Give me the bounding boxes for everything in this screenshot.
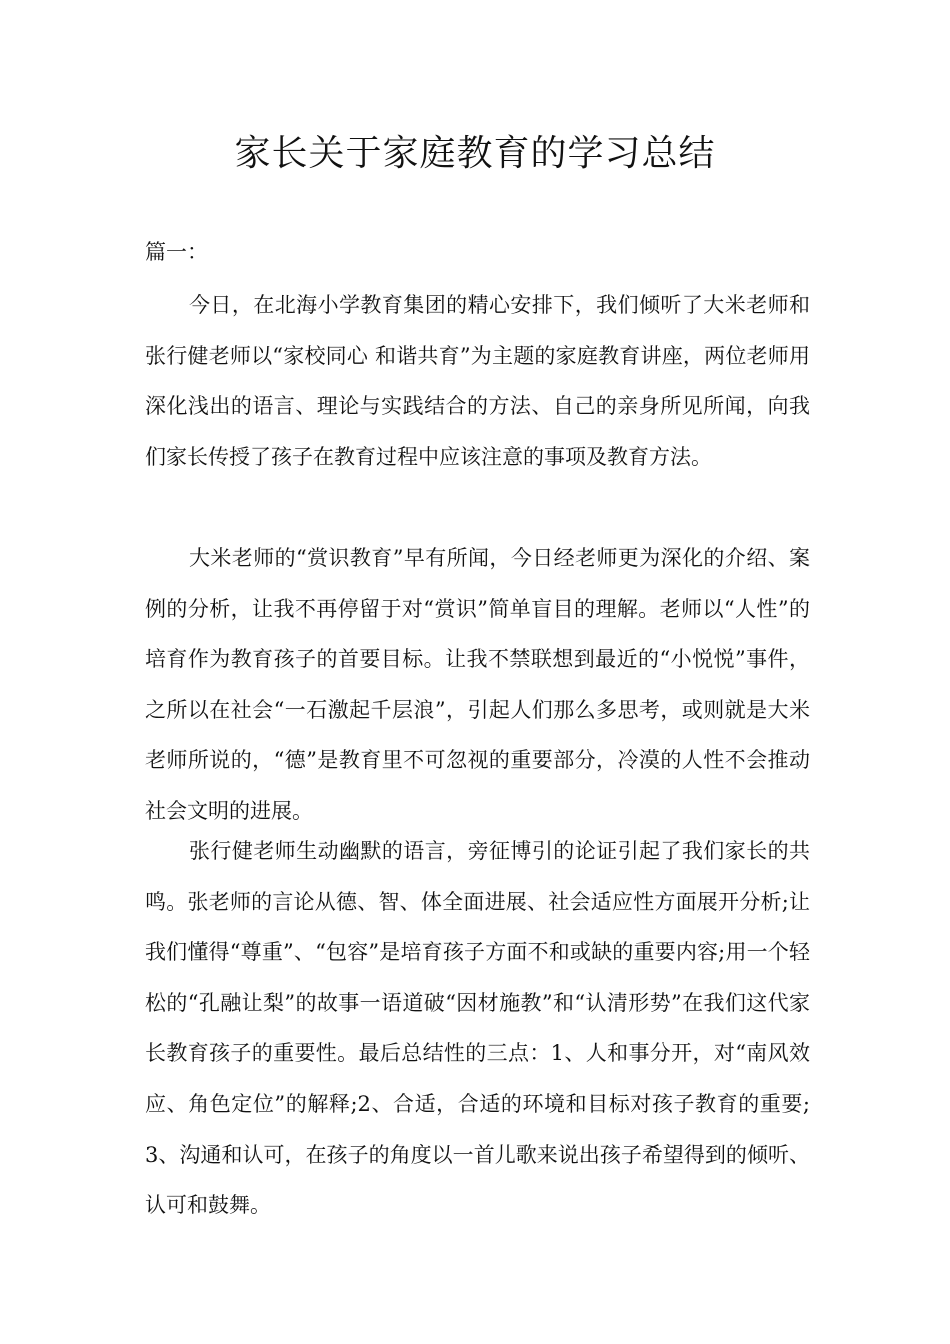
- paragraph-2: 大米老师的“赏识教育”早有所闻，今日经老师更为深化的介绍、案例的分析，让我不再停留于对“赏识”简单盲目的理解。老师以“人性”的培育作为教育孩子的首要目标。让我不禁联想到最近的“小悦悦”事件，之所以在社会“一石激起千层浪”，引起人们那么多思考，或则就是大米老师所说的，“德”是教育里不可忽视的重要部分，冷漠的人性不会推动社会文明的进展。: [145, 546, 810, 823]
- section-label: 篇一：: [145, 240, 208, 264]
- paragraph-3: 张行健老师生动幽默的语言，旁征博引的论证引起了我们家长的共鸣。张老师的言论从德、智、体全面进展、社会适应性方面展开分析;让我们懂得“尊重”、“包容”是培育孩子方面不和或缺的重要内容;用一个轻松的“孔融让梨”的故事一语道破“因材施教”和“认清形势”在我们这代家长教育孩子的重要性。最后总结性的三点：1、人和事分开，对“南风效应、角色定位”的解释;2、合适，合适的环境和目标对孩子教育的重要;3、沟通和认可，在孩子的角度以一首儿歌来说出孩子希望得到的倾听、认可和鼓舞。: [145, 839, 810, 1218]
- paragraph-1: 今日，在北海小学教育集团的精心安排下，我们倾听了大米老师和张行健老师以“家校同心 和谐共育”为主题的家庭教育讲座，两位老师用深化浅出的语言、理论与实践结合的方法、自己的亲身所见所闻，向我们家长传授了孩子在教育过程中应该注意的事项及教育方法。: [145, 293, 810, 469]
- document-title: 家长关于家庭教育的学习总结: [234, 133, 716, 174]
